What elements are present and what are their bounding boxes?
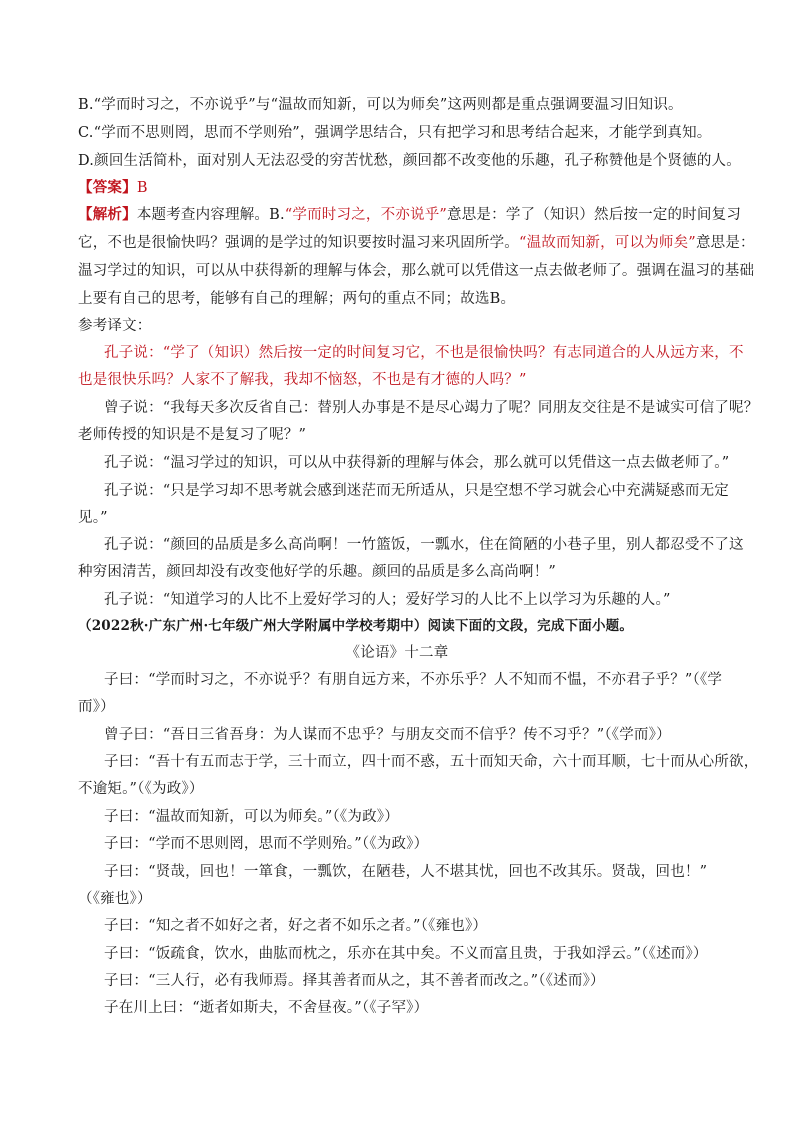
lunyu-s3-cont: 不逾矩。”（《为政》） (78, 781, 204, 797)
translation-p6: 孔子说：“知道学习的人比不上爱好学习的人；爱好学习的人比不上以学习为乐趣的人。” (104, 592, 671, 608)
answer-line (78, 178, 728, 198)
analysis-quote: “学而时习之，不亦说乎” (284, 207, 448, 223)
lunyu-s6-cont: （《雍也》） (78, 891, 152, 907)
analysis-quote: “温故而知新，可以为师矣” (519, 235, 696, 251)
analysis-line-2 (78, 233, 755, 253)
translation-p1: 孔子说：“学了（知识）然后按一定的时间复习它，不也是很愉快吗？有志同道合的人从远方来，不 (104, 345, 744, 361)
option-c: C.“学而不思则罔，思而不学则殆”，强调学思结合，只有把学习和思考结合起来，才能学到真知。 (78, 125, 712, 141)
analysis-text: 本题考查内容理解。B. (136, 207, 285, 223)
lunyu-s6: 子曰：“贤哉，回也！一箪食，一瓢饮，在陋巷，人不堪其忧，回也不改其乐。贤哉，回也！” (104, 864, 708, 880)
lunyu-s5: 子曰：“学而不思则罔，思而不学则殆。”（《为政》） (104, 836, 429, 852)
lunyu-s8: 子曰：“饭疏食，饮水，曲肱而枕之，乐亦在其中矣。不义而富且贵，于我如浮云。”（《述而》） (104, 946, 708, 962)
translation-p5 (104, 535, 744, 555)
question-header: （2022秋·广东广州·七年级广州大学附属中学校考期中）阅读下面的文段，完成下面小题。 (78, 618, 634, 634)
answer-label: 【答案】 (78, 179, 137, 196)
lunyu-s2: 曾子曰：“吾日三省吾身：为人谋而不忠乎？与朋友交而不信乎？传不习乎？”（《学而》） (104, 727, 671, 743)
analysis-line-4: 上要有自己的思考，能够有自己的理解；两句的重点不同；故选B。 (78, 291, 516, 307)
translation-p1-cont: 也是很快乐吗？人家不了解我，我却不恼怒，不也是有才德的人吗？” (78, 372, 527, 388)
translation-p5-text: 孔子说：“颜回的品质是多么高尚啊！一竹篮饭，一瓢水，住在简陋的小巷子里，别人都忍受不了这 (104, 537, 744, 553)
translation-p2-cont: 老师传授的知识是不是复习了呢？” (78, 427, 307, 443)
lunyu-s7: 子曰：“知之者不如好之者，好之者不如乐之者。”（《雍也》） (104, 918, 488, 934)
translation-p4-cont: 见。” (78, 510, 108, 526)
translation-p3: 孔子说：“温习学过的知识，可以从中获得新的理解与体会，那么就可以凭借这一点去做老师了。” (104, 455, 730, 471)
analysis-line-1 (78, 205, 742, 225)
answer-value: B (136, 180, 148, 196)
translation-p4: 孔子说：“只是学习却不思考就会感到迷茫而无所适从，只是空想不学习就会心中充满疑惑而无定 (104, 483, 730, 499)
lunyu-s9: 子曰：“三人行，必有我师焉。择其善者而从之，其不善者而改之。”（《述而》） (104, 973, 605, 989)
translation-p2: 曾子说：“我每天多次反省自己：替别人办事是不是尽心竭力了呢？同朋友交往是不是诚实可信了呢？ (104, 400, 759, 416)
translation-p5-cont: 种穷困清苦，颜回却没有改变他好学的乐趣。颜回的品质是多么高尚啊！” (78, 564, 557, 580)
translation-label: 参考译文： (78, 318, 152, 334)
analysis-text: 意思是：学了（知识）然后按一定的时间复习 (447, 207, 742, 223)
lunyu-s3: 子曰：“吾十有五而志于学，三十而立，四十而不惑，五十而知天命，六十而耳顺，七十而从心所欲， (104, 754, 759, 770)
lunyu-s1: 子曰：“学而时习之，不亦说乎？有朋自远方来，不亦乐乎？人不知而不愠，不亦君子乎？”（《学 (104, 672, 723, 688)
option-d: D.颜回生活简朴，面对别人无法忍受的穷苦忧愁，颜回都不改变他的乐趣，孔子称赞他是个贤德的人。 (78, 153, 741, 169)
analysis-line-3: 温习学过的知识，可以从中获得新的理解与体会，那么就可以凭借这一点去做老师了。强调在温习的基础 (78, 263, 755, 279)
analysis-text: 意思是： (695, 235, 755, 251)
lunyu-s4: 子曰：“温故而知新，可以为师矣。”（《为政》） (104, 809, 399, 825)
lunyu-s10: 子在川上曰：“逝者如斯夫，不舍昼夜。”（《子罕》） (104, 1000, 429, 1016)
lunyu-s1-cont: 而》） (78, 699, 115, 715)
option-b: B.“学而时习之，不亦说乎”与“温故而知新，可以为师矣”这两则都是重点强调要温习旧知识。 (78, 97, 683, 113)
analysis-label: 【解析】 (78, 206, 137, 223)
text-title: 《论语》十二章 (345, 645, 449, 661)
analysis-text: 它，不也是很愉快吗？强调的是学过的知识要按时温习来巩固所学。 (78, 235, 519, 251)
